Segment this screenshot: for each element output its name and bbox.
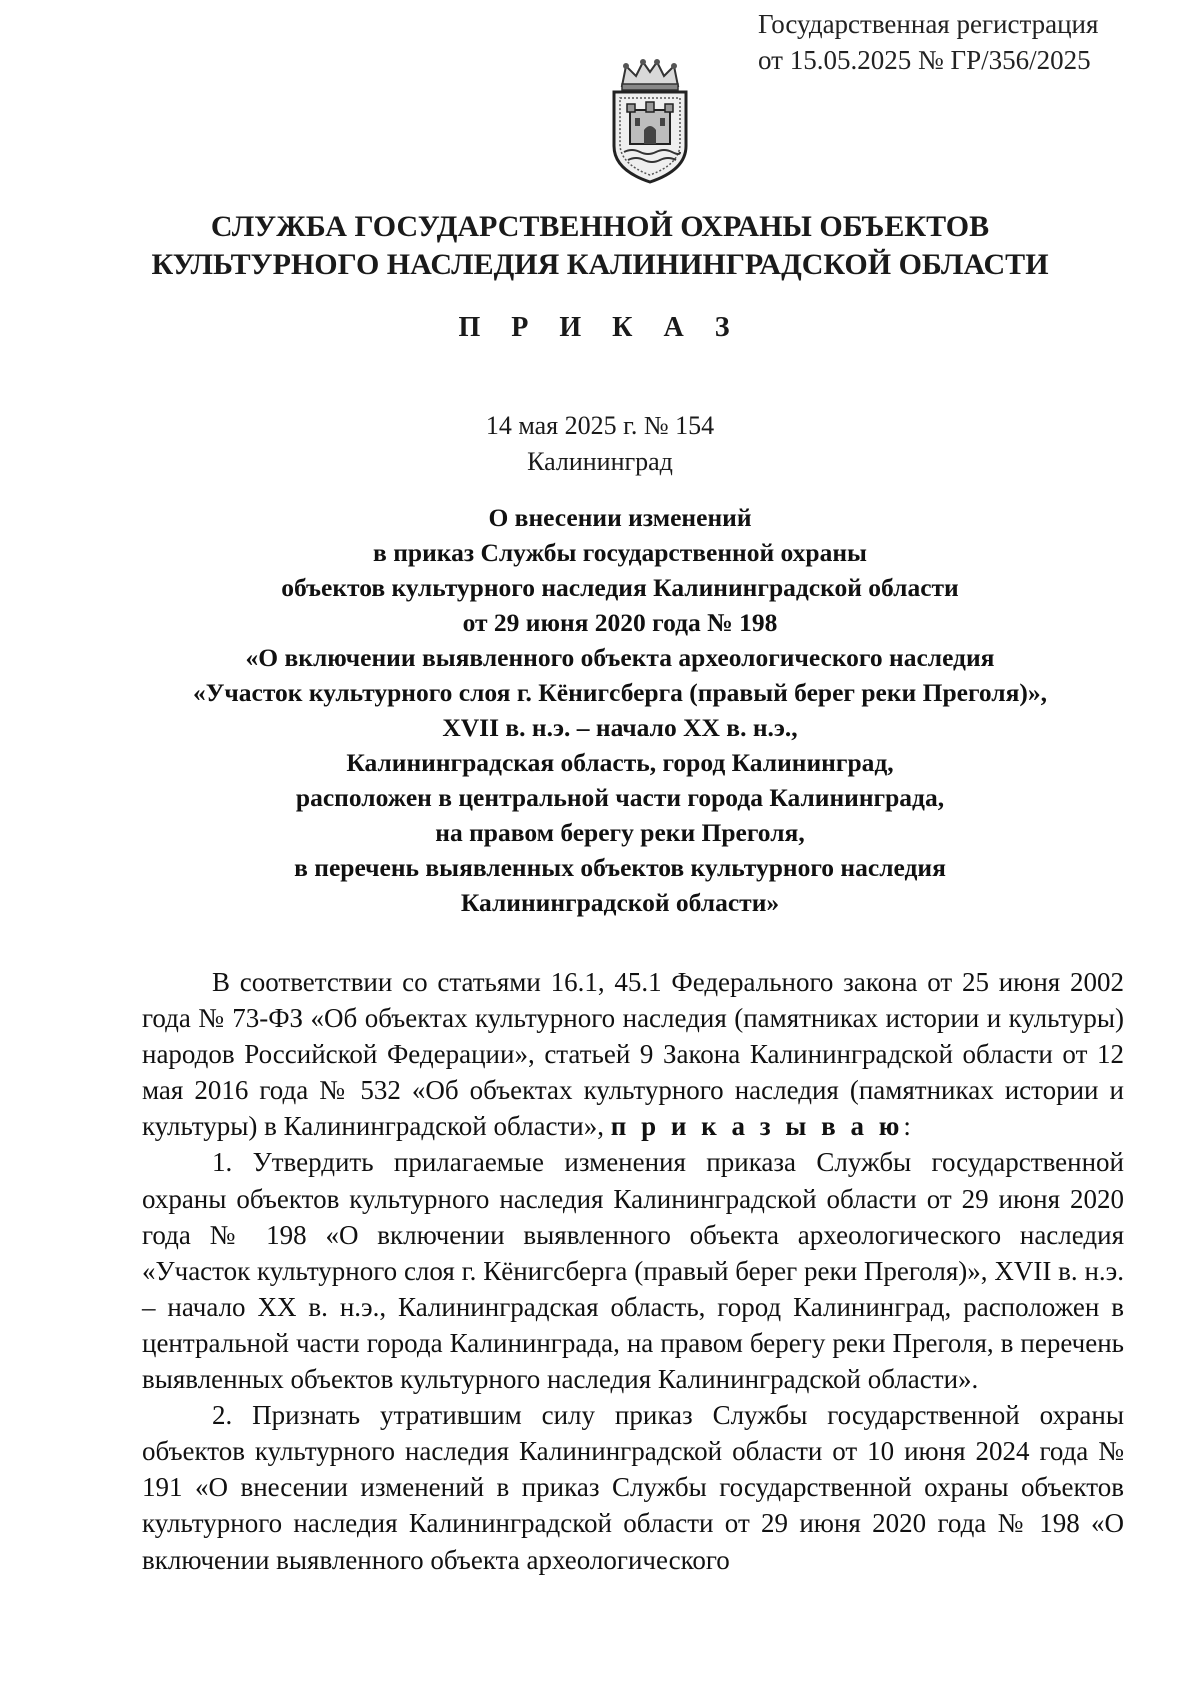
city: Калининград — [527, 447, 673, 476]
preamble-text: В соответствии со статьями 16.1, 45.1 Федерального закона от 25 июня 2002 года № 73-ФЗ «Об объектах культурного наследия (памятниках истории и культуры) народов Российской Федерации», статьей 9 Закона Калининградской области от 12 мая 2016 года № 532 «Об объектах культурного наследия (памятниках истории и культуры) в Калининградской области», — [142, 967, 1124, 1142]
agency-line-1: СЛУЖБА ГОСУДАРСТВЕННОЙ ОХРАНЫ ОБЪЕКТОВ — [210, 210, 990, 243]
subject-line: Калининградская область, город Калининград, — [346, 748, 894, 777]
subject-line: XVII в. н.э. – начало XX в. н.э., — [442, 713, 798, 742]
order-colon: : — [903, 1111, 911, 1142]
order-body — [142, 964, 1124, 1578]
agency-line-2: КУЛЬТУРНОГО НАСЛЕДИЯ КАЛИНИНГРАДСКОЙ ОБЛАСТИ — [151, 248, 1049, 281]
subject-line: «О включении выявленного объекта археологического наследия — [245, 643, 995, 672]
subject-line: в приказ Службы государственной охраны — [373, 538, 867, 567]
subject-line: в перечень выявленных объектов культурного наследия — [294, 853, 946, 882]
agency-name — [0, 208, 1200, 284]
registration-line-1: Государственная регистрация — [758, 9, 1099, 39]
subject-line: О внесении изменений — [488, 503, 752, 532]
registration-line-2: от 15.05.2025 № ГР/356/2025 — [758, 45, 1091, 75]
subject-line: расположен в центральной части города Калининграда, — [295, 783, 945, 812]
subject-line: «Участок культурного слоя г. Кёнигсберга (правый берег реки Преголя)», — [192, 678, 1048, 707]
registration-stamp — [758, 6, 1178, 78]
order-subject — [120, 500, 1120, 920]
coat-of-arms-icon — [600, 58, 700, 186]
item-2-paragraph: 2. Признать утратившим силу приказ Службы государственной охраны объектов культурного наследия Калининградской области от 10 июня 2024 года № 191 «О внесении изменений в приказ Службы государственной охраны объектов культурного наследия Калининградской области от 29 июня 2020 года № 198 «О включении выявленного объекта археологического — [142, 1400, 1124, 1575]
date-and-place — [0, 408, 1200, 480]
subject-line: от 29 июня 2020 года № 198 — [462, 608, 778, 637]
item-1-paragraph: 1. Утвердить прилагаемые изменения приказа Службы государственной охраны объектов культурного наследия Калининградской области от 29 июня 2020 года № 198 «О включении выявленного объекта археологического наследия «Участок культурного слоя г. Кёнигсберга (правый берег реки Преголя)», XVII в. н.э. – начало XX в. н.э., Калининградская область, город Калининград, расположен в центральной части города Калининграда, на правом берегу реки Преголя, в перечень выявленных объектов культурного наследия Калининградской области». — [142, 1147, 1124, 1395]
subject-line: Калининградской области» — [460, 888, 780, 917]
subject-line: объектов культурного наследия Калининградской области — [281, 573, 959, 602]
subject-line: на правом берегу реки Преголя, — [435, 818, 805, 847]
document-type: П Р И К А З — [458, 312, 742, 343]
order-word: п р и к а з ы в а ю — [610, 1111, 904, 1142]
preamble-paragraph — [142, 964, 1124, 1144]
date-number: 14 мая 2025 г. № 154 — [485, 411, 715, 440]
